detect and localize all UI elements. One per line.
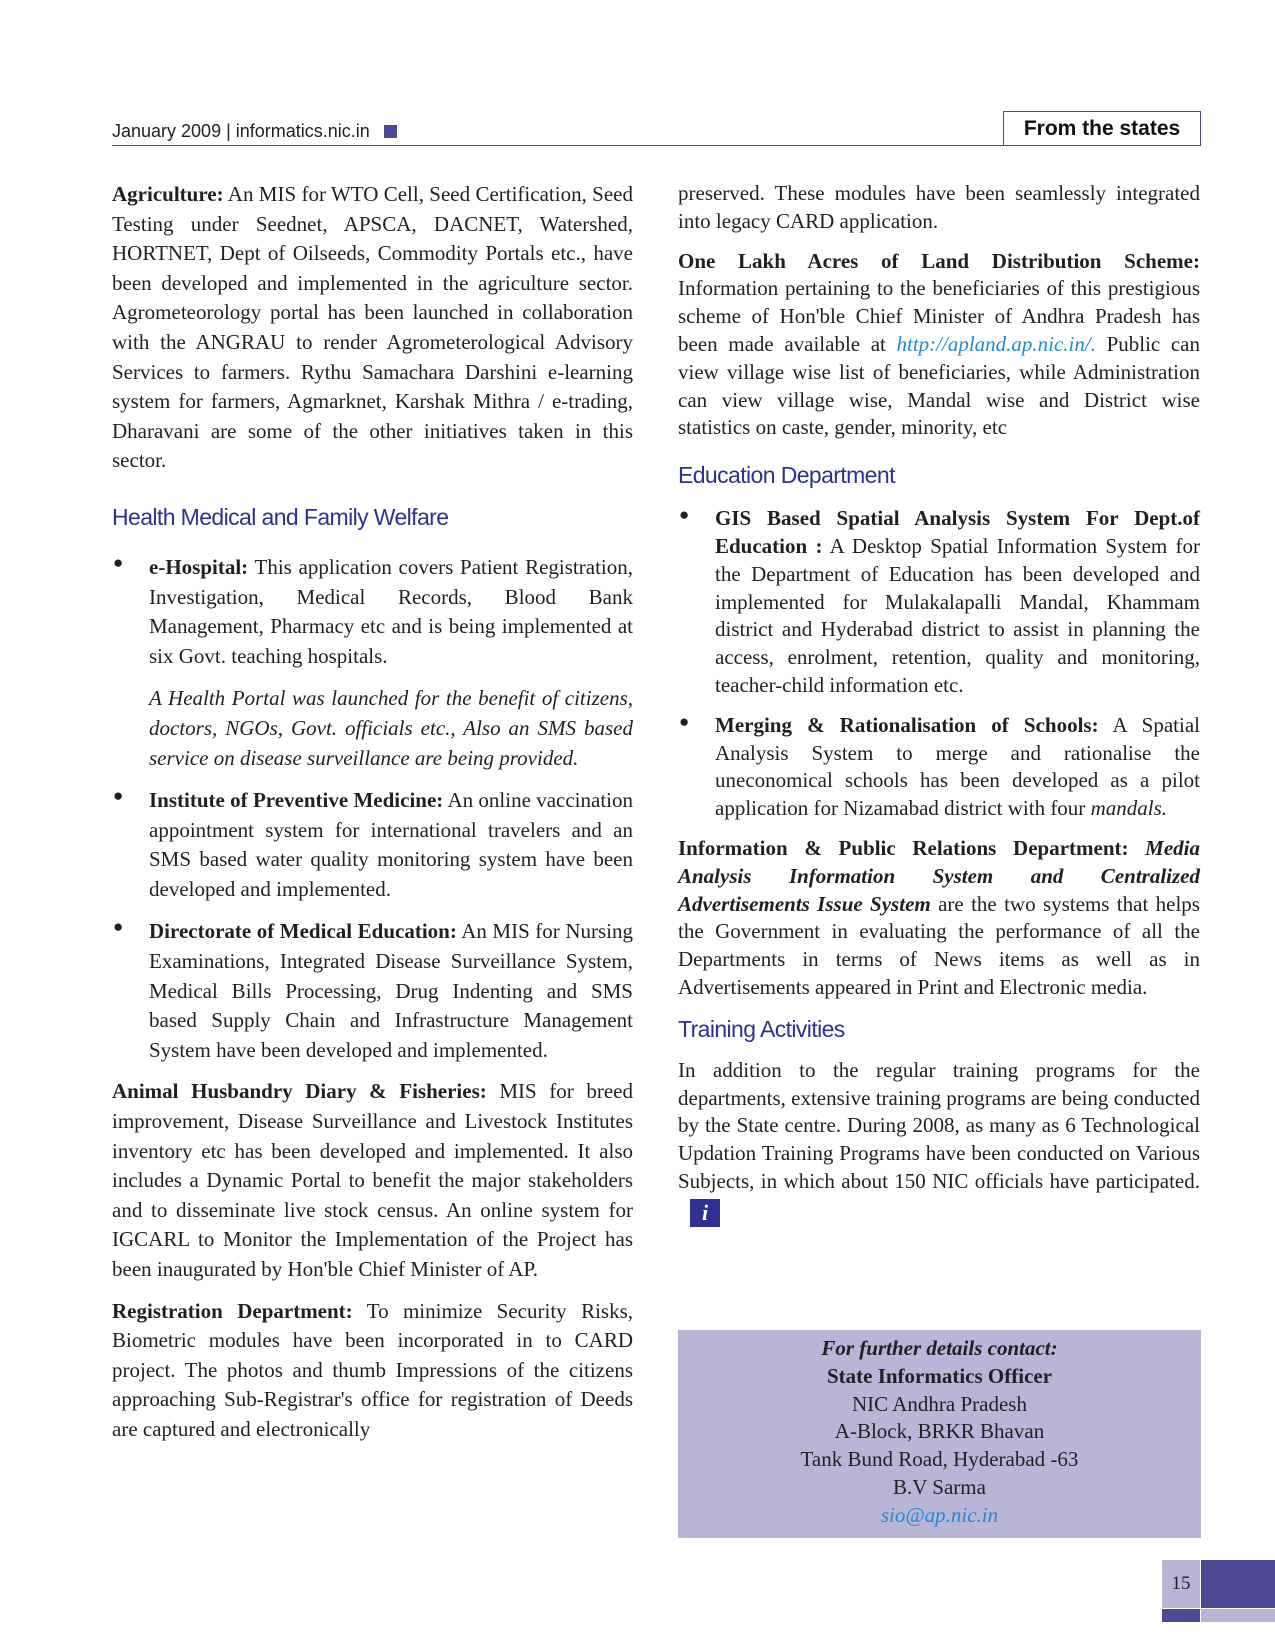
section-tab: From the states [1003,111,1201,145]
dme-text: An MIS for Nursing Examinations, Integrated Disease Surveillance System, Medical Bills Processing, Drug Indenting and SMS based Supply Chain and Infrastructure Management System have been developed and implemented. [149,919,633,1062]
ipm-text: An online vaccination appointment system for international travelers and an SMS based water quality monitoring system have been developed and implemented. [149,788,633,901]
left-column [112,180,633,1445]
agriculture-text: An MIS for WTO Cell, Seed Certification, Seed Testing under Seednet, APSCA, DACNET, Watershed, HORTNET, Dept of Oilseeds, Commodity Portals etc., have been developed and implemented in the agriculture sector. Agrometeorology portal has been launched in collaboration with the ANGRAU to render Agrometerological Advisory Services to farmers. Rythu Samachara Darshini e-learning system for farmers, Agmarknet, Karshak Mithra / e-trading, Dharavani are some of the other initiatives taken in this sector. [112,182,633,473]
animal-husbandry-text: MIS for breed improvement, Disease Surveillance and Livestock Institutes inventory etc has been developed and implemented. It also includes a Dynamic Portal to benefit the major stakeholders and to disseminate live stock census. An online system for IGCARL to Monitor the Implementation of the Project has been inaugurated by Hon'ble Chief Minister of AP. [112,1079,633,1281]
right-column [678,180,1200,1227]
gis-text: A Desktop Spatial Information System for the Department of Education has been developed and implemented for Mulakalapalli Mandal, Khammam district and Hyderabad district to assist in planning the access, enrolment, retention, quality and monitoring, teacher-child information etc. [715,533,1201,697]
list-item-dme [112,917,633,1065]
merging-italic: mandals. [1090,796,1167,821]
header-publication [112,121,397,142]
merging-text: A Spatial Analysis System to merge and rationalise the uneconomical schools has been developed as a pilot application for Nizamabad district with four [715,712,1200,821]
bullet-icon: ● [113,786,124,806]
square-icon [384,125,397,138]
list-item-ehospital [112,553,633,773]
contact-box [678,1330,1201,1538]
contact-address-2: Tank Bund Road, Hyderabad -63 [800,1447,1079,1472]
land-distribution-paragraph [678,248,1200,443]
education-heading: Education Department [678,462,895,489]
registration-lead: Registration Department: [112,1298,353,1323]
contact-email-link[interactable]: sio@ap.nic.in [880,1502,999,1527]
info-icon: i [690,1199,720,1227]
apland-link[interactable]: http://apland.ap.nic.in/. [896,331,1096,356]
land-distribution-lead: One Lakh Acres of Land Distribution Scheme: [678,248,1200,273]
health-heading: Health Medical and Family Welfare [112,503,449,530]
list-item-ipm [112,786,633,904]
contact-title: State Informatics Officer [826,1363,1053,1388]
training-paragraph [678,1057,1200,1227]
merging-lead: Merging & Rationalisation of Schools: [715,712,1099,737]
list-item-gis [678,505,1200,700]
ehospital-text: This application covers Patient Registration, Investigation, Medical Records, Blood Bank Management, Pharmacy etc and is being implemented at six Govt. teaching hospitals. [149,554,633,668]
bullet-icon: ● [113,552,124,572]
ehospital-lead: e-Hospital: [149,554,249,579]
health-portal-paragraph [149,684,633,773]
ipr-systems: Media Analysis Information System and Centralized Advertisements Issue System [678,835,1201,916]
merging-paragraph [715,712,1200,823]
bullet-icon: ● [679,711,690,731]
bullet-icon: ● [113,917,124,937]
ipm-paragraph [149,786,633,904]
ipr-lead: Information & Public Relations Department: [678,835,1129,860]
animal-husbandry-paragraph [112,1077,633,1284]
land-distribution-text: Information pertaining to the beneficiaries of this prestigious scheme of Hon'ble Chief Minister of Andhra Pradesh has been made available at [678,276,1200,356]
list-item-merging [678,712,1200,823]
contact-org: NIC Andhra Pradesh [852,1391,1027,1416]
gis-lead: GIS Based Spatial Analysis System For Dept.of Education : [715,506,1200,558]
page-corner-strip-light [1201,1609,1275,1622]
ipm-lead: Institute of Preventive Medicine: [149,788,444,813]
page-number: 15 [1171,1573,1191,1594]
page-corner-strip [1162,1609,1200,1622]
contact-heading: For further details contact: [821,1336,1058,1360]
registration-text: To minimize Security Risks, Biometric modules have been incorporated in to CARD project. The photos and thumb Impressions of the citizens approaching Sub-Registrar's office for registration of Deeds are captured and electronically [112,1298,634,1441]
header-rule [112,145,1201,146]
training-heading: Training Activities [678,1015,845,1042]
contact-name: B.V Sarma [893,1474,986,1499]
dme-paragraph [149,917,633,1065]
training-text: In addition to the regular training programs for the departments, extensive training programs are being conducted by the State centre. During 2008, as many as 6 Technological Updation Training Programs have been conducted on Various Subjects, in which about 150 NIC officials have participated. [678,1057,1200,1193]
agriculture-lead: Agriculture: [112,182,224,206]
ipr-text: are the two systems that helps the Government in evaluating the performance of all the Departments in terms of News items as well as in Advertisements appeared in Print and Electronic media. [678,891,1200,999]
registration-continued-paragraph: preserved. These modules have been seamlessly integrated into legacy CARD application. [678,181,1200,233]
page-corner-block [1201,1560,1275,1608]
ehospital-paragraph [149,553,633,671]
bullet-icon: ● [679,505,690,525]
contact-address-1: A-Block, BRKR Bhavan [834,1419,1045,1444]
gis-paragraph [715,505,1200,700]
health-portal-text: A Health Portal was launched for the benefit of citizens, doctors, NGOs, Govt. officials etc., Also an SMS based service on disease surveillance are being provided. [149,686,633,770]
dme-lead: Directorate of Medical Education: [149,919,457,944]
agriculture-paragraph [112,180,633,476]
header-date-site: January 2009 | informatics.nic.in [112,121,370,141]
land-distribution-text-2: Public can view village wise list of beneficiaries, while Administration can view village wise, Mandal wise and District wise statistics on caste, gender, minority, etc [678,331,1201,440]
animal-husbandry-lead: Animal Husbandry Diary & Fisheries: [112,1079,487,1104]
registration-paragraph [112,1297,633,1445]
ipr-paragraph [678,835,1200,1002]
